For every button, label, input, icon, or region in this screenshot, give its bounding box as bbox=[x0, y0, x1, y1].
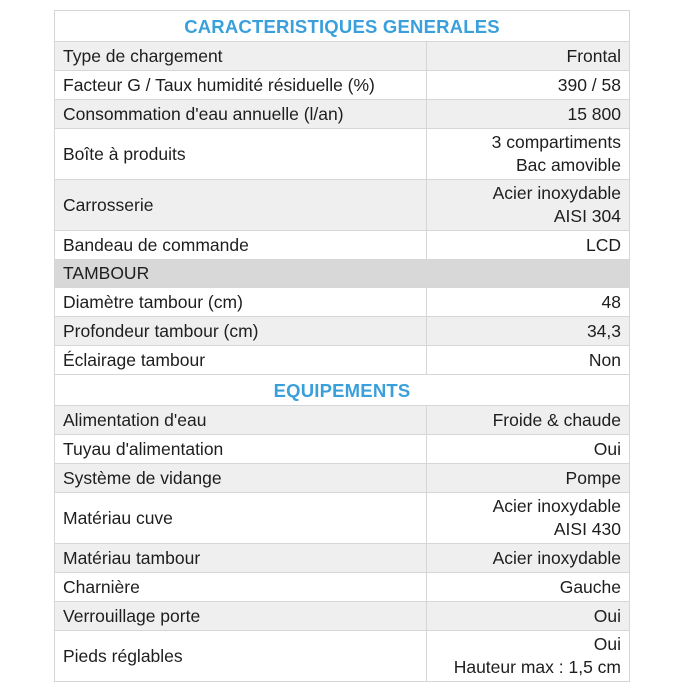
spec-label: Boîte à produits bbox=[55, 129, 427, 180]
spec-row bbox=[55, 71, 630, 100]
spec-value: 15 800 bbox=[427, 100, 630, 129]
spec-label: Charnière bbox=[55, 573, 427, 602]
spec-label: Profondeur tambour (cm) bbox=[55, 317, 427, 346]
spec-row bbox=[55, 493, 630, 544]
subsection-title-drum: TAMBOUR bbox=[55, 260, 630, 288]
spec-label: Verrouillage porte bbox=[55, 602, 427, 631]
spec-label: Consommation d'eau annuelle (l/an) bbox=[55, 100, 427, 129]
spec-row bbox=[55, 317, 630, 346]
spec-row bbox=[55, 464, 630, 493]
spec-value: Acier inoxydable AISI 430 bbox=[427, 493, 630, 544]
spec-label: Système de vidange bbox=[55, 464, 427, 493]
spec-value: Frontal bbox=[427, 42, 630, 71]
spec-label: Matériau tambour bbox=[55, 544, 427, 573]
spec-row bbox=[55, 42, 630, 71]
spec-value: Gauche bbox=[427, 573, 630, 602]
spec-label: Alimentation d'eau bbox=[55, 406, 427, 435]
spec-row bbox=[55, 346, 630, 375]
spec-value: Pompe bbox=[427, 464, 630, 493]
spec-row bbox=[55, 435, 630, 464]
spec-row bbox=[55, 602, 630, 631]
spec-value: Froide & chaude bbox=[427, 406, 630, 435]
spec-label: Bandeau de commande bbox=[55, 231, 427, 260]
spec-value: Oui Hauteur max : 1,5 cm bbox=[427, 631, 630, 682]
spec-value: 34,3 bbox=[427, 317, 630, 346]
spec-value: 48 bbox=[427, 288, 630, 317]
spec-value: Acier inoxydable bbox=[427, 544, 630, 573]
section-header-general bbox=[55, 11, 630, 42]
spec-label: Type de chargement bbox=[55, 42, 427, 71]
spec-value: Oui bbox=[427, 602, 630, 631]
spec-row bbox=[55, 631, 630, 682]
spec-row bbox=[55, 180, 630, 231]
spec-value: 3 compartiments Bac amovible bbox=[427, 129, 630, 180]
spec-label: Éclairage tambour bbox=[55, 346, 427, 375]
spec-label: Matériau cuve bbox=[55, 493, 427, 544]
specifications-table bbox=[54, 10, 630, 682]
spec-value: LCD bbox=[427, 231, 630, 260]
spec-label: Pieds réglables bbox=[55, 631, 427, 682]
section-title-equipment: EQUIPEMENTS bbox=[55, 375, 630, 406]
spec-label: Carrosserie bbox=[55, 180, 427, 231]
spec-label: Facteur G / Taux humidité résiduelle (%) bbox=[55, 71, 427, 100]
spec-row bbox=[55, 129, 630, 180]
spec-row bbox=[55, 231, 630, 260]
spec-row bbox=[55, 544, 630, 573]
spec-value: Oui bbox=[427, 435, 630, 464]
spec-row bbox=[55, 406, 630, 435]
spec-value: Non bbox=[427, 346, 630, 375]
specifications-sheet bbox=[54, 10, 629, 682]
spec-label: Diamètre tambour (cm) bbox=[55, 288, 427, 317]
section-header-equipment bbox=[55, 375, 630, 406]
spec-value: Acier inoxydable AISI 304 bbox=[427, 180, 630, 231]
subsection-header-drum bbox=[55, 260, 630, 288]
spec-row bbox=[55, 100, 630, 129]
spec-value: 390 / 58 bbox=[427, 71, 630, 100]
spec-label: Tuyau d'alimentation bbox=[55, 435, 427, 464]
section-title-general: CARACTERISTIQUES GENERALES bbox=[55, 11, 630, 42]
spec-row bbox=[55, 288, 630, 317]
spec-row bbox=[55, 573, 630, 602]
